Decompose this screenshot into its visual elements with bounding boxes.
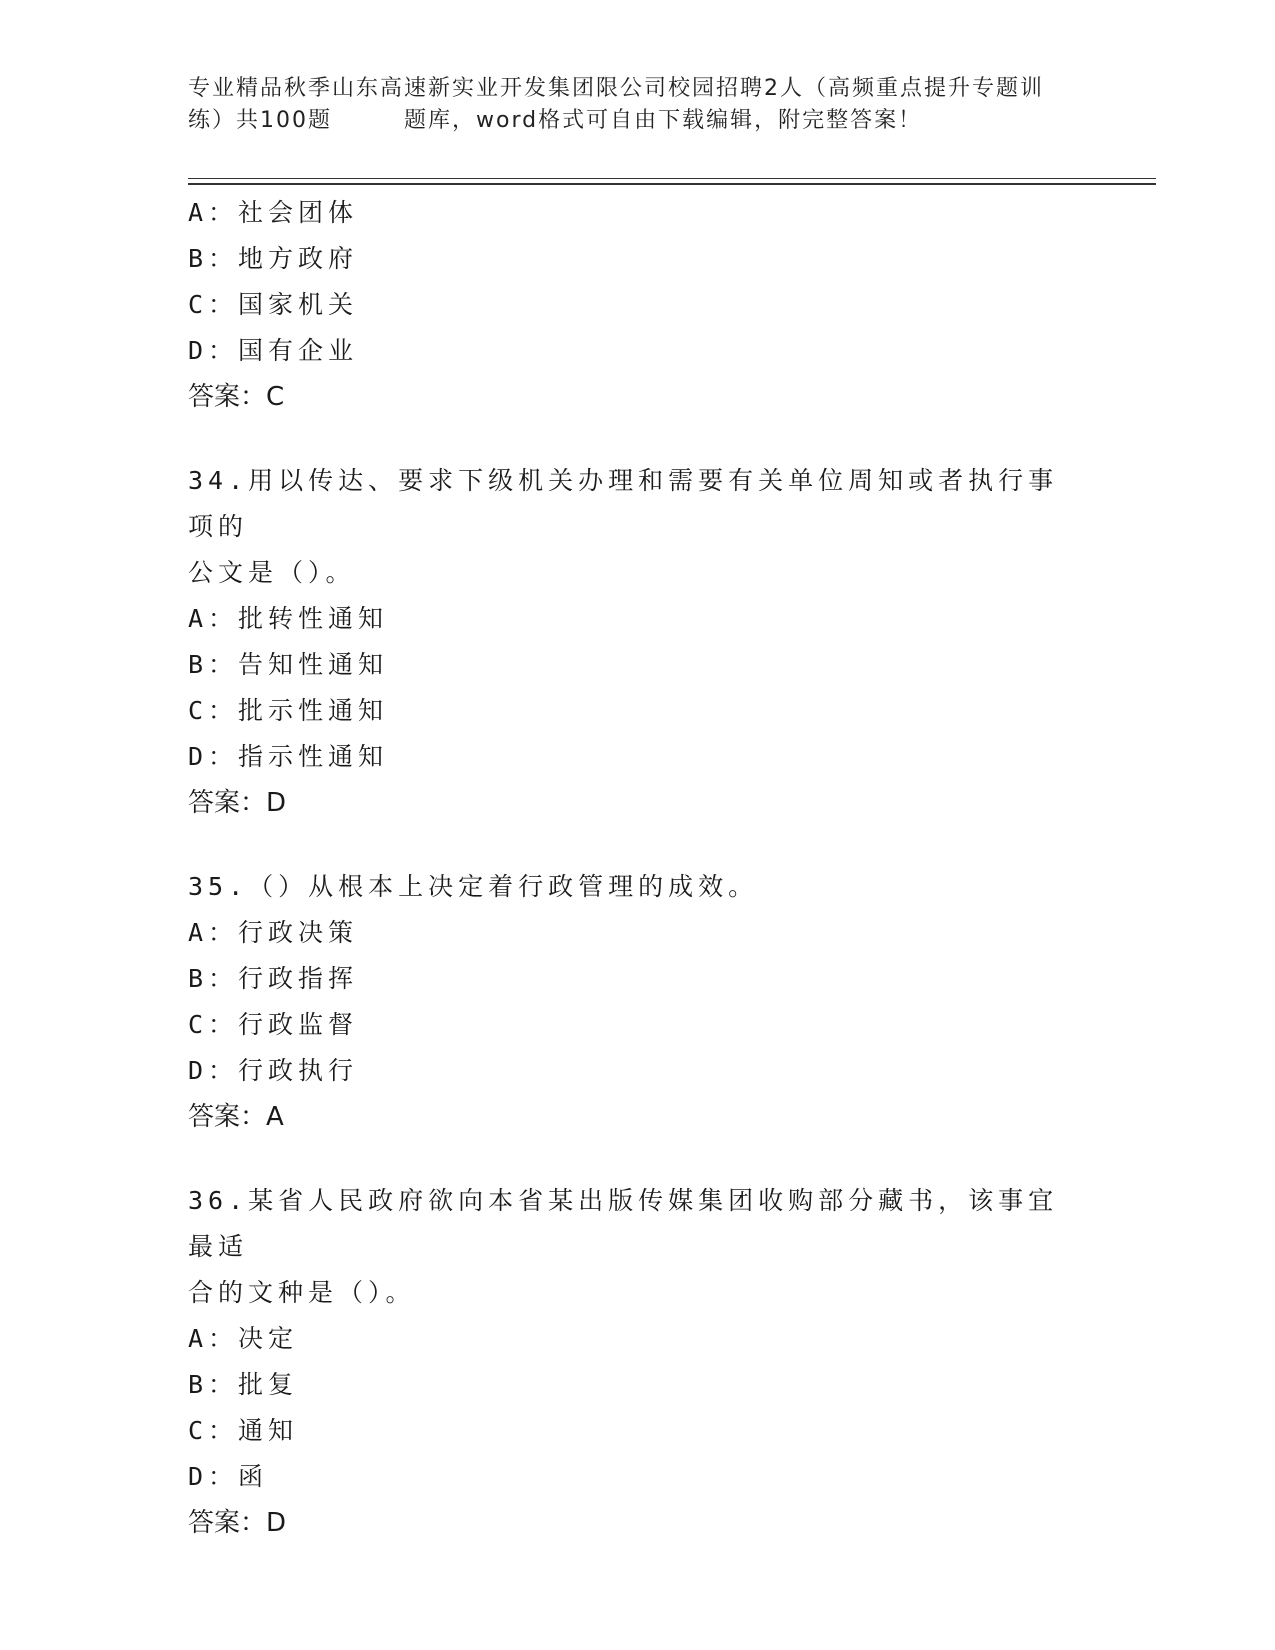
option-d: D：行政执行 <box>188 1056 359 1085</box>
question-33-continued <box>188 190 1088 420</box>
question-35 <box>188 864 1088 1140</box>
option-c: C：批示性通知 <box>188 696 389 725</box>
option-b: B：告知性通知 <box>188 650 389 679</box>
answer-line: 答案：D <box>188 788 287 818</box>
header-rule-thin <box>188 178 1156 179</box>
question-text-line-1: 35.（）从根本上决定着行政管理的成效。 <box>188 872 759 901</box>
option-d: D：指示性通知 <box>188 742 389 771</box>
answer-line: 答案：A <box>188 1102 284 1132</box>
question-text-line-1: 34.用以传达、要求下级机关办理和需要有关单位周知或者执行事项的 <box>188 466 1059 541</box>
option-d: D：国有企业 <box>188 336 359 365</box>
option-c: C：通知 <box>188 1416 299 1445</box>
question-text-line-2: 合的文种是（）。 <box>188 1278 416 1307</box>
answer-line: 答案：C <box>188 382 285 412</box>
question-text-line-1: 36.某省人民政府欲向本省某出版传媒集团收购部分藏书，该事宜最适 <box>188 1186 1059 1261</box>
option-d: D：函 <box>188 1462 269 1491</box>
option-b: B：批复 <box>188 1370 299 1399</box>
option-a: A：批转性通知 <box>188 604 389 633</box>
header-rule-thick <box>188 183 1156 185</box>
answer-line: 答案：D <box>188 1508 287 1538</box>
option-a: A：行政决策 <box>188 918 359 947</box>
option-a: A：社会团体 <box>188 198 359 227</box>
question-36 <box>188 1178 1088 1546</box>
option-c: C：行政监督 <box>188 1010 359 1039</box>
option-c: C：国家机关 <box>188 290 359 319</box>
option-a: A：决定 <box>188 1324 299 1353</box>
option-b: B：行政指挥 <box>188 964 359 993</box>
question-list <box>188 190 1088 1546</box>
document-header <box>188 73 1088 137</box>
header-line-2 <box>188 105 1088 137</box>
question-text-line-2: 公文是（）。 <box>188 558 356 587</box>
header-line-2-part-2: 题库，word格式可自由下载编辑，附完整答案！ <box>404 108 923 133</box>
header-line-1: 专业精品秋季山东高速新实业开发集团限公司校园招聘2人（高频重点提升专题训 <box>188 76 1044 101</box>
header-line-2-part-1: 练）共100题 <box>188 108 332 133</box>
option-b: B：地方政府 <box>188 244 359 273</box>
question-34 <box>188 458 1088 826</box>
